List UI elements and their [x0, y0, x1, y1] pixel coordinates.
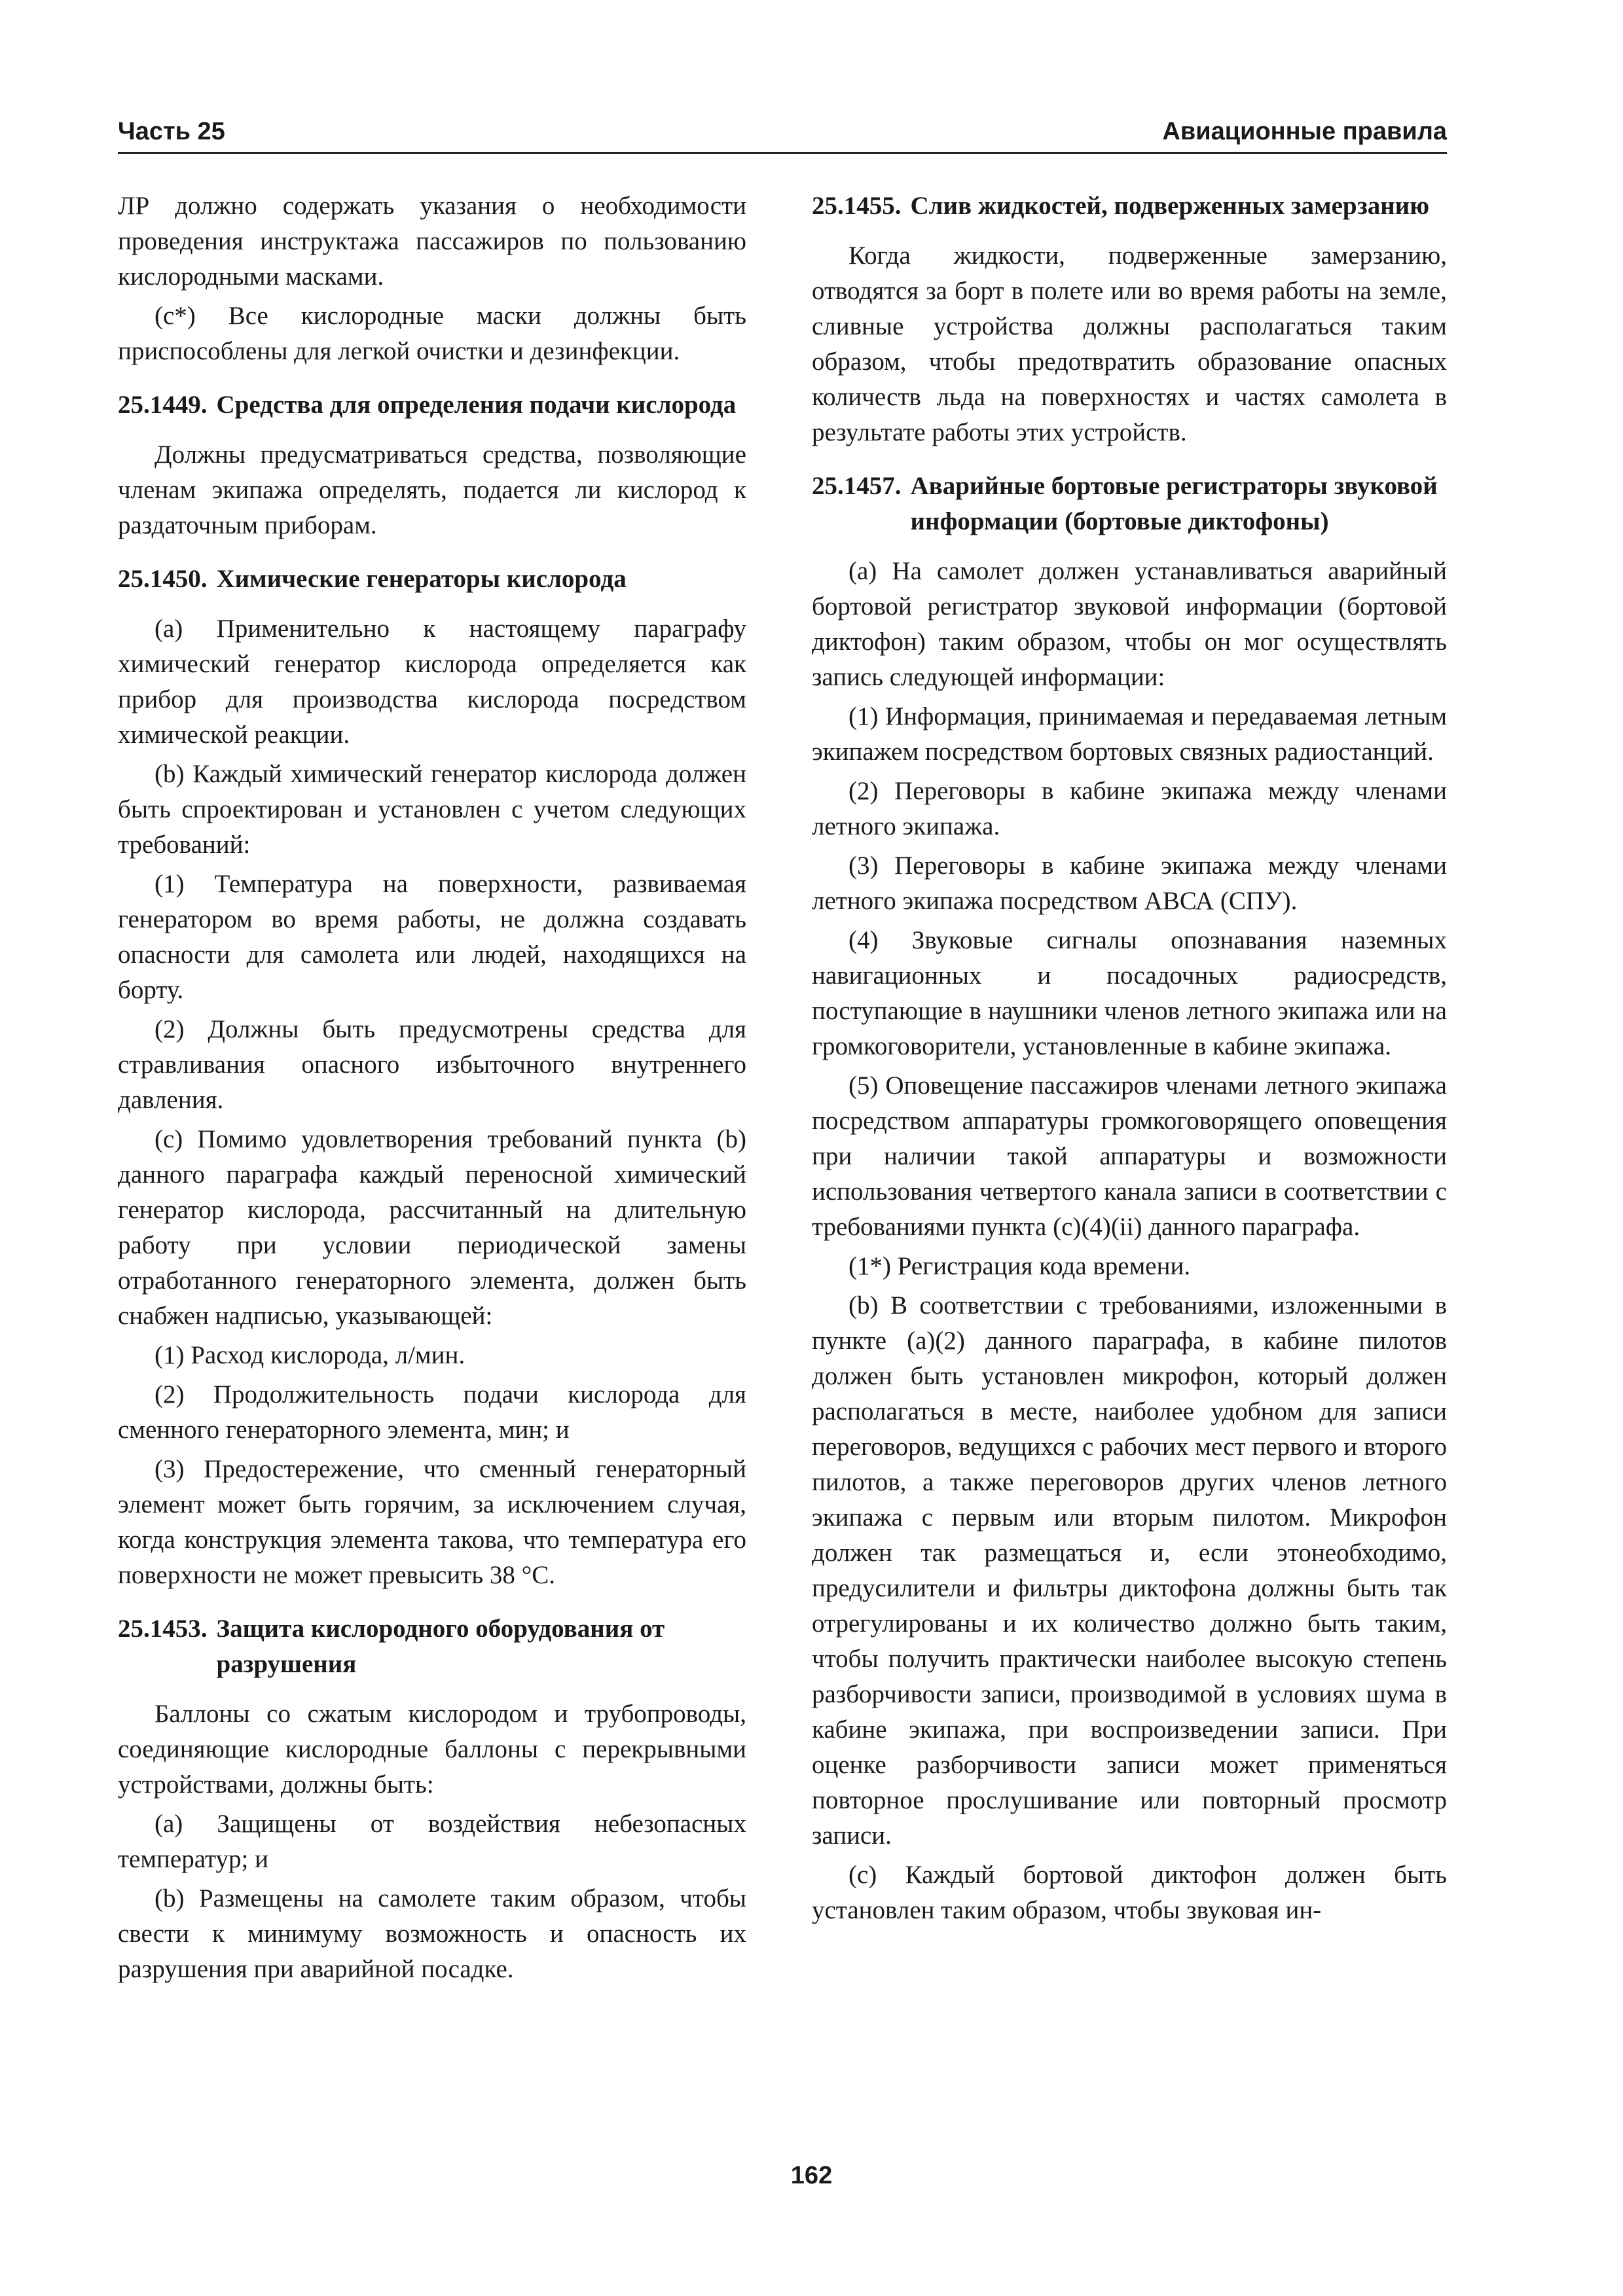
paragraph: (b) Каждый химический генератор кислорода должен быть спроектирован и установлен с учетом следующих требований: — [118, 760, 746, 859]
page-header — [118, 118, 1447, 154]
paragraph: ЛР должно содержать указания о необходимости проведения инструктажа пассажиров по пользованию кислородными масками. — [118, 192, 746, 291]
section-heading — [118, 562, 746, 597]
paragraph: Когда жидкости, подверженные замерзанию, отводятся за борт в полете или во время работы на земле, сливные устройства должны располагаться таким образом, чтобы предотвратить образование опасных количеств льда на поверхностях и частях самолета в результате работы этих устройств. — [812, 242, 1447, 446]
paragraph: (a) Защищены от воздействия небезопасных температур; и — [118, 1810, 746, 1873]
header-document-title: Авиационные правила — [1162, 118, 1447, 145]
paragraph: (5) Оповещение пассажиров членами летного экипажа посредством аппаратуры громкоговорящего оповещения при наличии такой аппаратуры и возможности использования четвертого канала записи в соответствии с требованиями пункта (c)(4)(ii) данного параграфа. — [812, 1071, 1447, 1241]
paragraph: (1*) Регистрация кода времени. — [848, 1252, 1191, 1280]
header-part-label: Часть 25 — [118, 118, 225, 145]
paragraph: (b) В соответствии с требованиями, изложенными в пункте (a)(2) данного параграфа, в кабине пилотов должен быть установлен микрофон, который должен располагаться в месте, наиболее удобном для записи переговоров, ведущихся с рабочих мест первого и второго пилотов, а также переговоров других членов летного экипажа с первым или вторым пилотом. Микрофон должен так размещаться и, если этонеобходимо, предусилители и фильтры диктофона должны быть так отрегулированы и их количество должно быть таким, чтобы получить практически наиболее высокую степень разборчивости записи, производимой в условиях шума в кабине экипажа, при воспроизведении записи. При оценке разборчивости записи может применяться повторное прослушивание или повторный просмотр записи. — [812, 1291, 1447, 1850]
paragraph: (c) Помимо удовлетворения требований пункта (b) данного параграфа каждый переносной химический генератор кислорода, рассчитанный на длительную работу при условии периодической замены отработанного генераторного элемента, должен быть снабжен надписью, указывающей: — [118, 1125, 746, 1330]
left-column — [118, 188, 746, 1991]
section-title: Защита кислородного оборудования от разрушения — [216, 1615, 665, 1678]
right-column — [812, 188, 1447, 1932]
section-number: 25.1457. — [812, 472, 902, 500]
section-number: 25.1449. — [118, 391, 208, 419]
paragraph: (2) Должны быть предусмотрены средства для стравливания опасного избыточного внутреннего давления. — [118, 1015, 746, 1114]
paragraph: (1) Расход кислорода, л/мин. — [155, 1341, 465, 1369]
paragraph: (b) Размещены на самолете таким образом, чтобы свести к минимуму возможность и опасность их разрушения при аварийной посадке. — [118, 1884, 746, 1983]
paragraph: (1) Информация, принимаемая и передаваемая летным экипажем посредством бортовых связных радиостанций. — [812, 702, 1447, 766]
paragraph: (c*) Все кислородные маски должны быть приспособлены для легкой очистки и дезинфекции. — [118, 302, 746, 365]
paragraph: (4) Звуковые сигналы опознавания наземных навигационных и посадочных радиосредств, поступающие в наушники членов летного экипажа или на громкоговорители, установленные в кабине экипажа. — [812, 926, 1447, 1060]
section-number: 25.1450. — [118, 565, 208, 593]
paragraph: (a) На самолет должен устанавливаться аварийный бортовой регистратор звуковой информации (бортовой диктофон) таким образом, чтобы он мог осуществлять запись следующей информации: — [812, 557, 1447, 691]
paragraph: (2) Продолжительность подачи кислорода для сменного генераторного элемента, мин; и — [118, 1380, 746, 1444]
section-title: Химические генераторы кислорода — [216, 565, 627, 593]
paragraph: Должны предусматриваться средства, позволяющие членам экипажа определять, подается ли кислород к раздаточным приборам. — [118, 440, 746, 539]
paragraph: (a) Применительно к настоящему параграфу химический генератор кислорода определяется как прибор для производства кислорода посредством химической реакции. — [118, 615, 746, 749]
paragraph: (3) Переговоры в кабине экипажа между членами летного экипажа посредством АВСА (СПУ). — [812, 852, 1447, 915]
paragraph: (3) Предостережение, что сменный генераторный элемент может быть горячим, за исключением случая, когда конструкция элемента такова, что температура его поверхности не может превысить 38 °C. — [118, 1455, 746, 1589]
section-title: Средства для определения подачи кислорода — [216, 391, 737, 419]
section-number: 25.1453. — [118, 1615, 208, 1643]
paragraph: (1) Температура на поверхности, развиваемая генератором во время работы, не должна создавать опасности для самолета или людей, находящихся на борту. — [118, 870, 746, 1004]
section-number: 25.1455. — [812, 192, 902, 220]
paragraph: (2) Переговоры в кабине экипажа между членами летного экипажа. — [812, 777, 1447, 840]
page-number: 162 — [790, 2162, 833, 2189]
section-heading — [118, 1611, 746, 1682]
paragraph: Баллоны со сжатым кислородом и трубопроводы, соединяющие кислородные баллоны с перекрывными устройствами, должны быть: — [118, 1700, 746, 1799]
paragraph: (c) Каждый бортовой диктофон должен быть установлен таким образом, чтобы звуковая ин- — [812, 1861, 1447, 1924]
section-title: Слив жидкостей, подверженных замерзанию — [910, 192, 1429, 220]
section-heading — [812, 188, 1447, 224]
section-heading — [812, 469, 1447, 539]
section-heading — [118, 387, 746, 423]
section-title: Аварийные бортовые регистраторы звуковой информации (бортовые диктофоны) — [910, 472, 1438, 535]
